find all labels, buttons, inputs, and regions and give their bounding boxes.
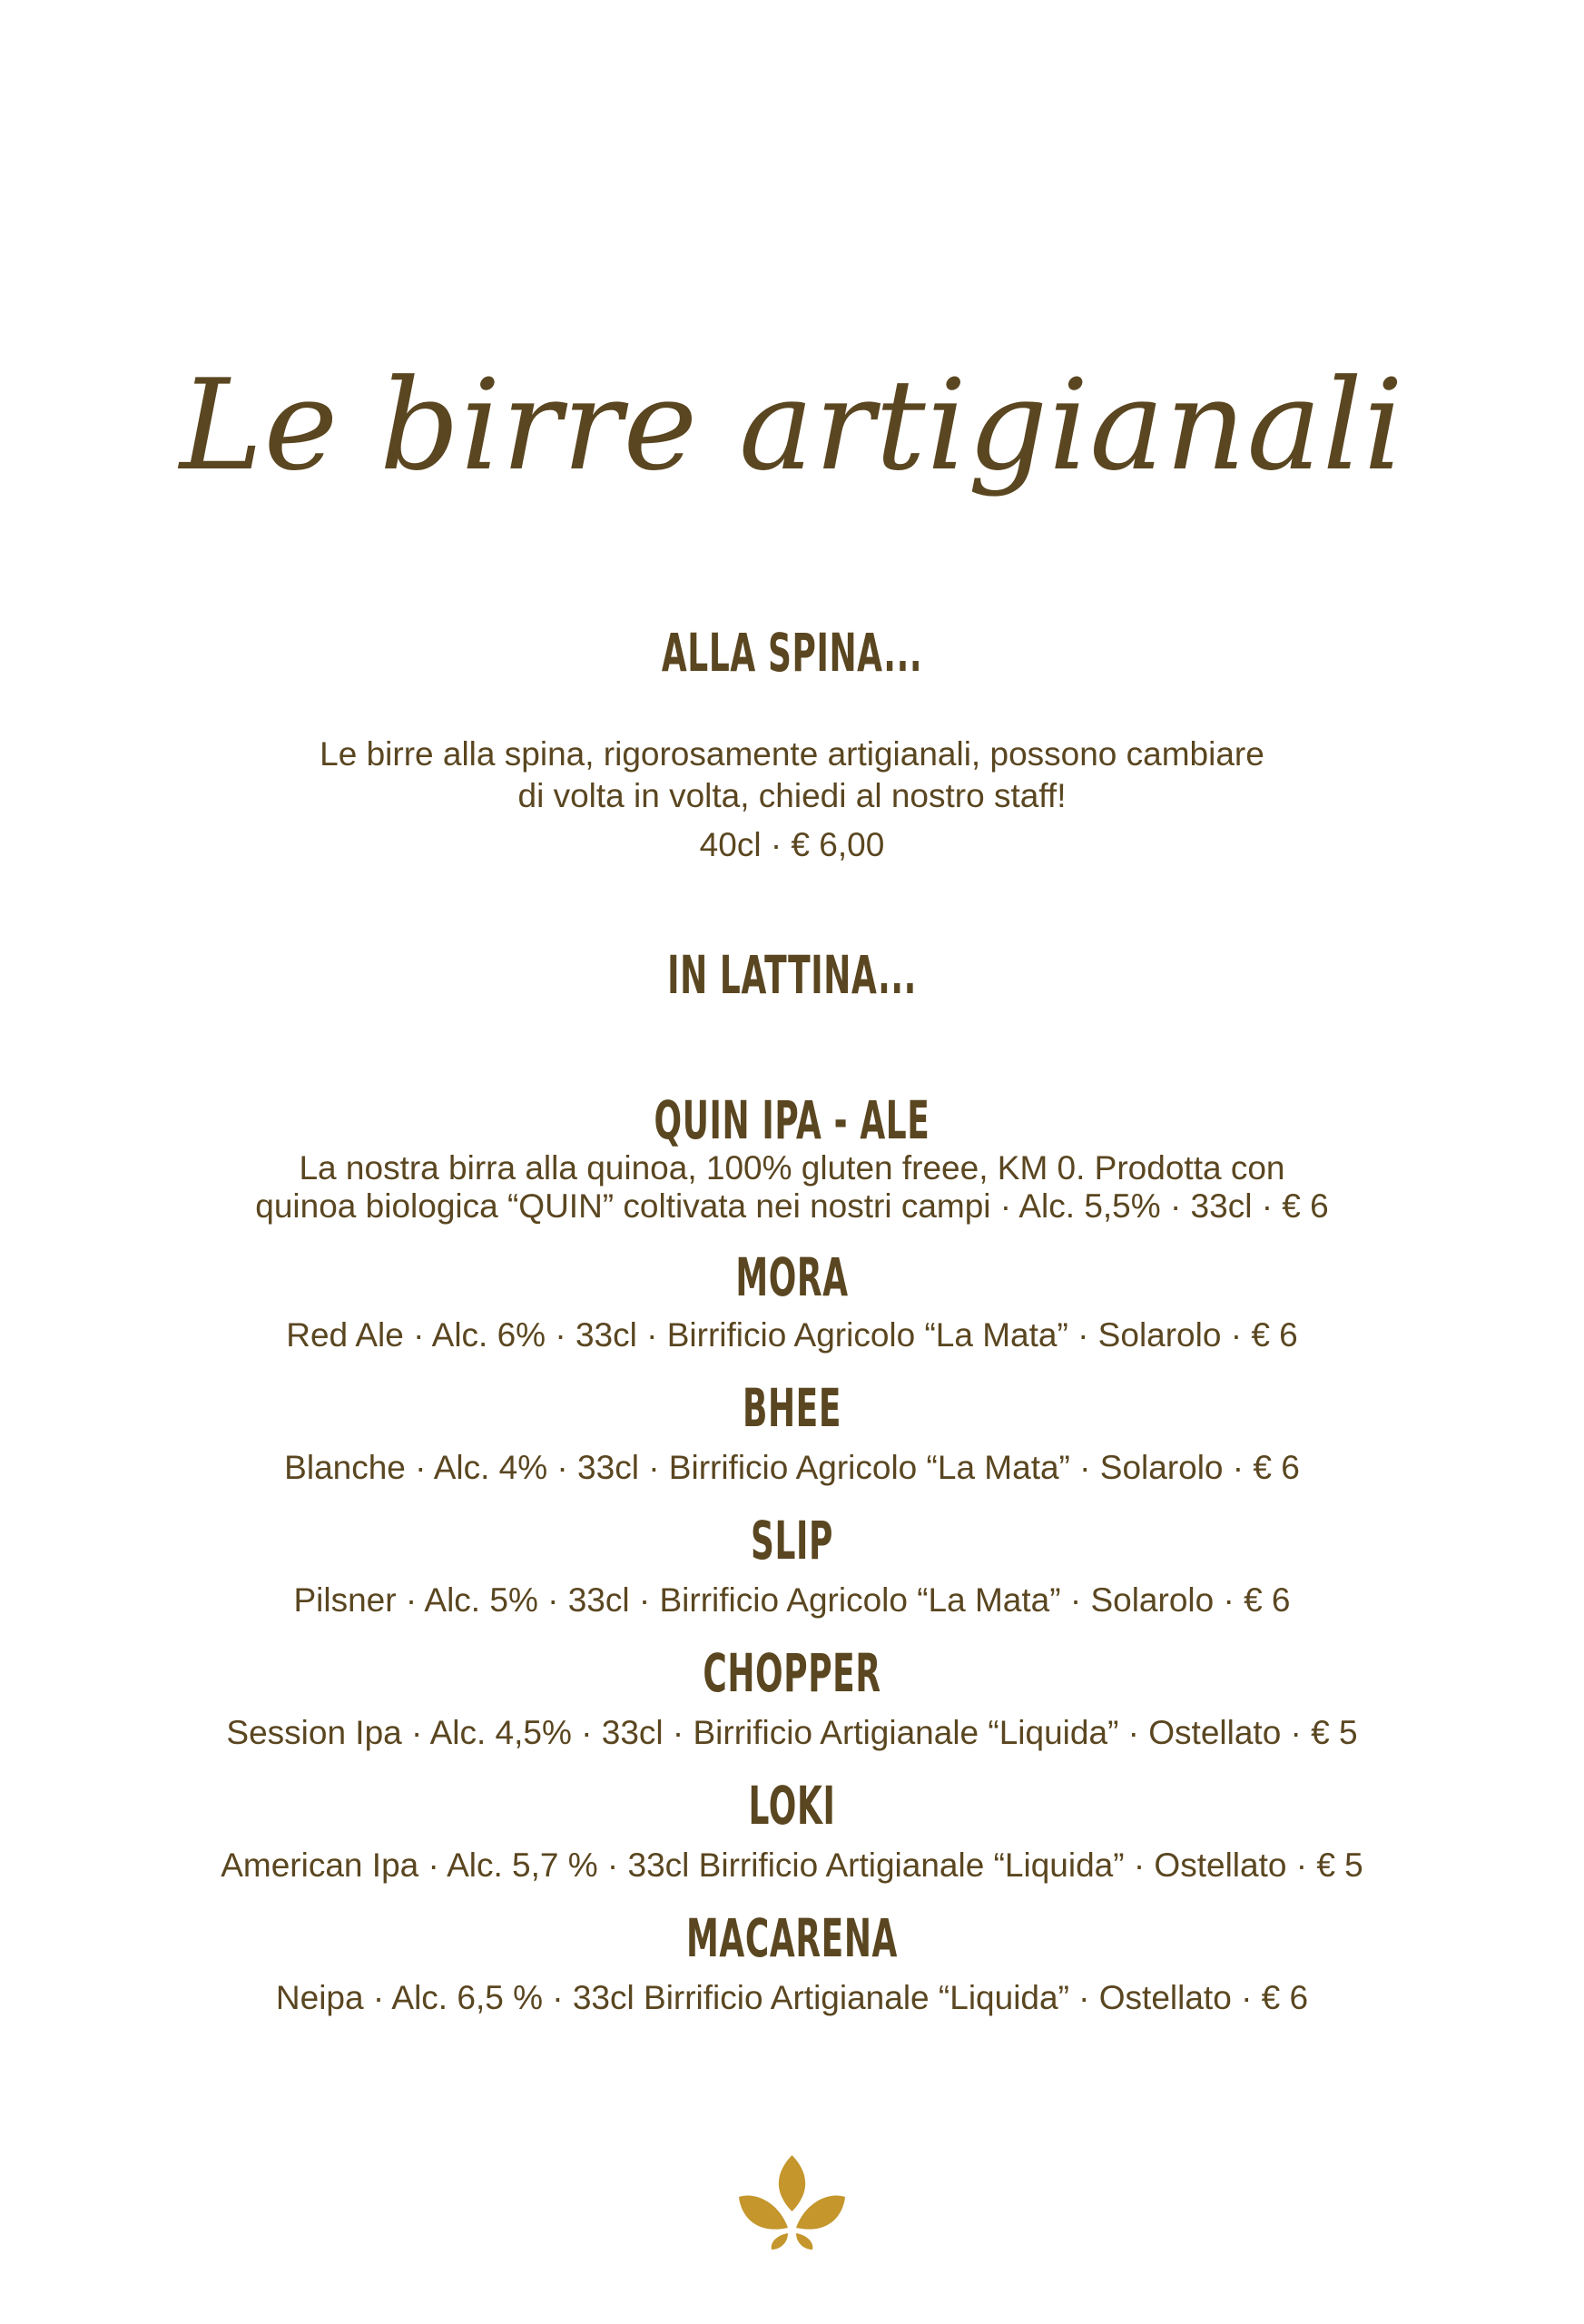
beer-details-chopper: Session Ipa · Alc. 4,5% · 33cl · Birrificio Artigianale “Liquida” · Ostellato · € 5	[226, 1714, 1358, 1751]
draft-price: 40cl · € 6,00	[699, 826, 885, 863]
beer-name-mora: MORA	[735, 1246, 849, 1308]
beer-name-loki: LOKI	[748, 1775, 836, 1837]
beer-name-slip: SLIP	[750, 1510, 834, 1571]
leaf-flower-icon	[735, 2152, 849, 2251]
draft-heading: ALLA SPINA...	[661, 622, 923, 684]
beer-details-loki: American Ipa · Alc. 5,7 % · 33cl Birrificio Artigianale “Liquida” · Ostellato · € 5	[221, 1846, 1363, 1884]
beer-name-bhee: BHEE	[742, 1377, 842, 1439]
beer-details-quin-line2: quinoa biologica “QUIN” coltivata nei nostri campi · Alc. 5,5% · 33cl · € 6	[255, 1187, 1329, 1225]
beer-name-quin: QUIN IPA - ALE	[654, 1089, 930, 1151]
beer-name-chopper: CHOPPER	[703, 1642, 881, 1704]
beer-details-mora: Red Ale · Alc. 6% · 33cl · Birrificio Agricolo “La Mata” · Solarolo · € 6	[286, 1316, 1298, 1354]
beer-details-quin-line1: La nostra birra alla quinoa, 100% gluten freee, KM 0. Prodotta con	[299, 1149, 1285, 1187]
beer-name-macarena: MACARENA	[686, 1907, 898, 1969]
page-title: Le birre artigianali	[179, 352, 1405, 498]
canned-heading: IN LATTINA...	[667, 944, 917, 1006]
beer-details-slip: Pilsner · Alc. 5% · 33cl · Birrificio Agricolo “La Mata” · Solarolo · € 6	[293, 1581, 1291, 1619]
beer-details-bhee: Blanche · Alc. 4% · 33cl · Birrificio Agricolo “La Mata” · Solarolo · € 6	[284, 1449, 1300, 1486]
draft-description-line2: di volta in volta, chiedi al nostro staff!	[517, 777, 1067, 814]
draft-description-line1: Le birre alla spina, rigorosamente artigianali, possono cambiare	[320, 735, 1264, 773]
beer-details-macarena: Neipa · Alc. 6,5 % · 33cl Birrificio Artigianale “Liquida” · Ostellato · € 6	[275, 1979, 1309, 2016]
